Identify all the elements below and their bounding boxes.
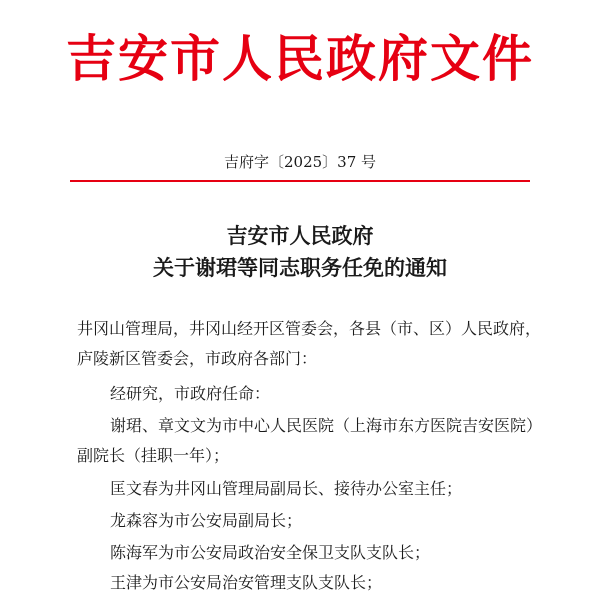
notice-title-line-1: 吉安市人民政府 [226,224,374,248]
appointment-item-1-line-2: 副院长（挂职一年）； [77,446,230,465]
appointment-item-2: 匡文春为井冈山管理局副局长、接待办公室主任； [110,479,463,498]
intro-paragraph: 经研究，市政府任命： [110,384,271,403]
red-divider-line [70,180,530,182]
appointment-item-5: 王津为市公安局治安管理支队支队长； [110,573,383,592]
document-number: 吉府字〔2025〕37 号 [223,153,377,171]
notice-title-line-2: 关于谢珺等同志职务任免的通知 [153,256,447,280]
appointment-item-4: 陈海军为市公安局政治安全保卫支队支队长； [110,543,431,562]
appointment-item-3: 龙森容为市公安局副局长； [110,511,303,530]
appointment-item-1-line-1: 谢珺、章文文为市中心人民医院（上海市东方医院吉安医院） [110,416,543,435]
red-header-title: 吉安市人民政府文件 [66,30,534,88]
addressee-line-1: 井冈山管理局，井冈山经开区管委会，各县（市、区）人民政府， [77,319,542,338]
addressee-line-2: 庐陵新区管委会，市政府各部门： [77,349,318,368]
